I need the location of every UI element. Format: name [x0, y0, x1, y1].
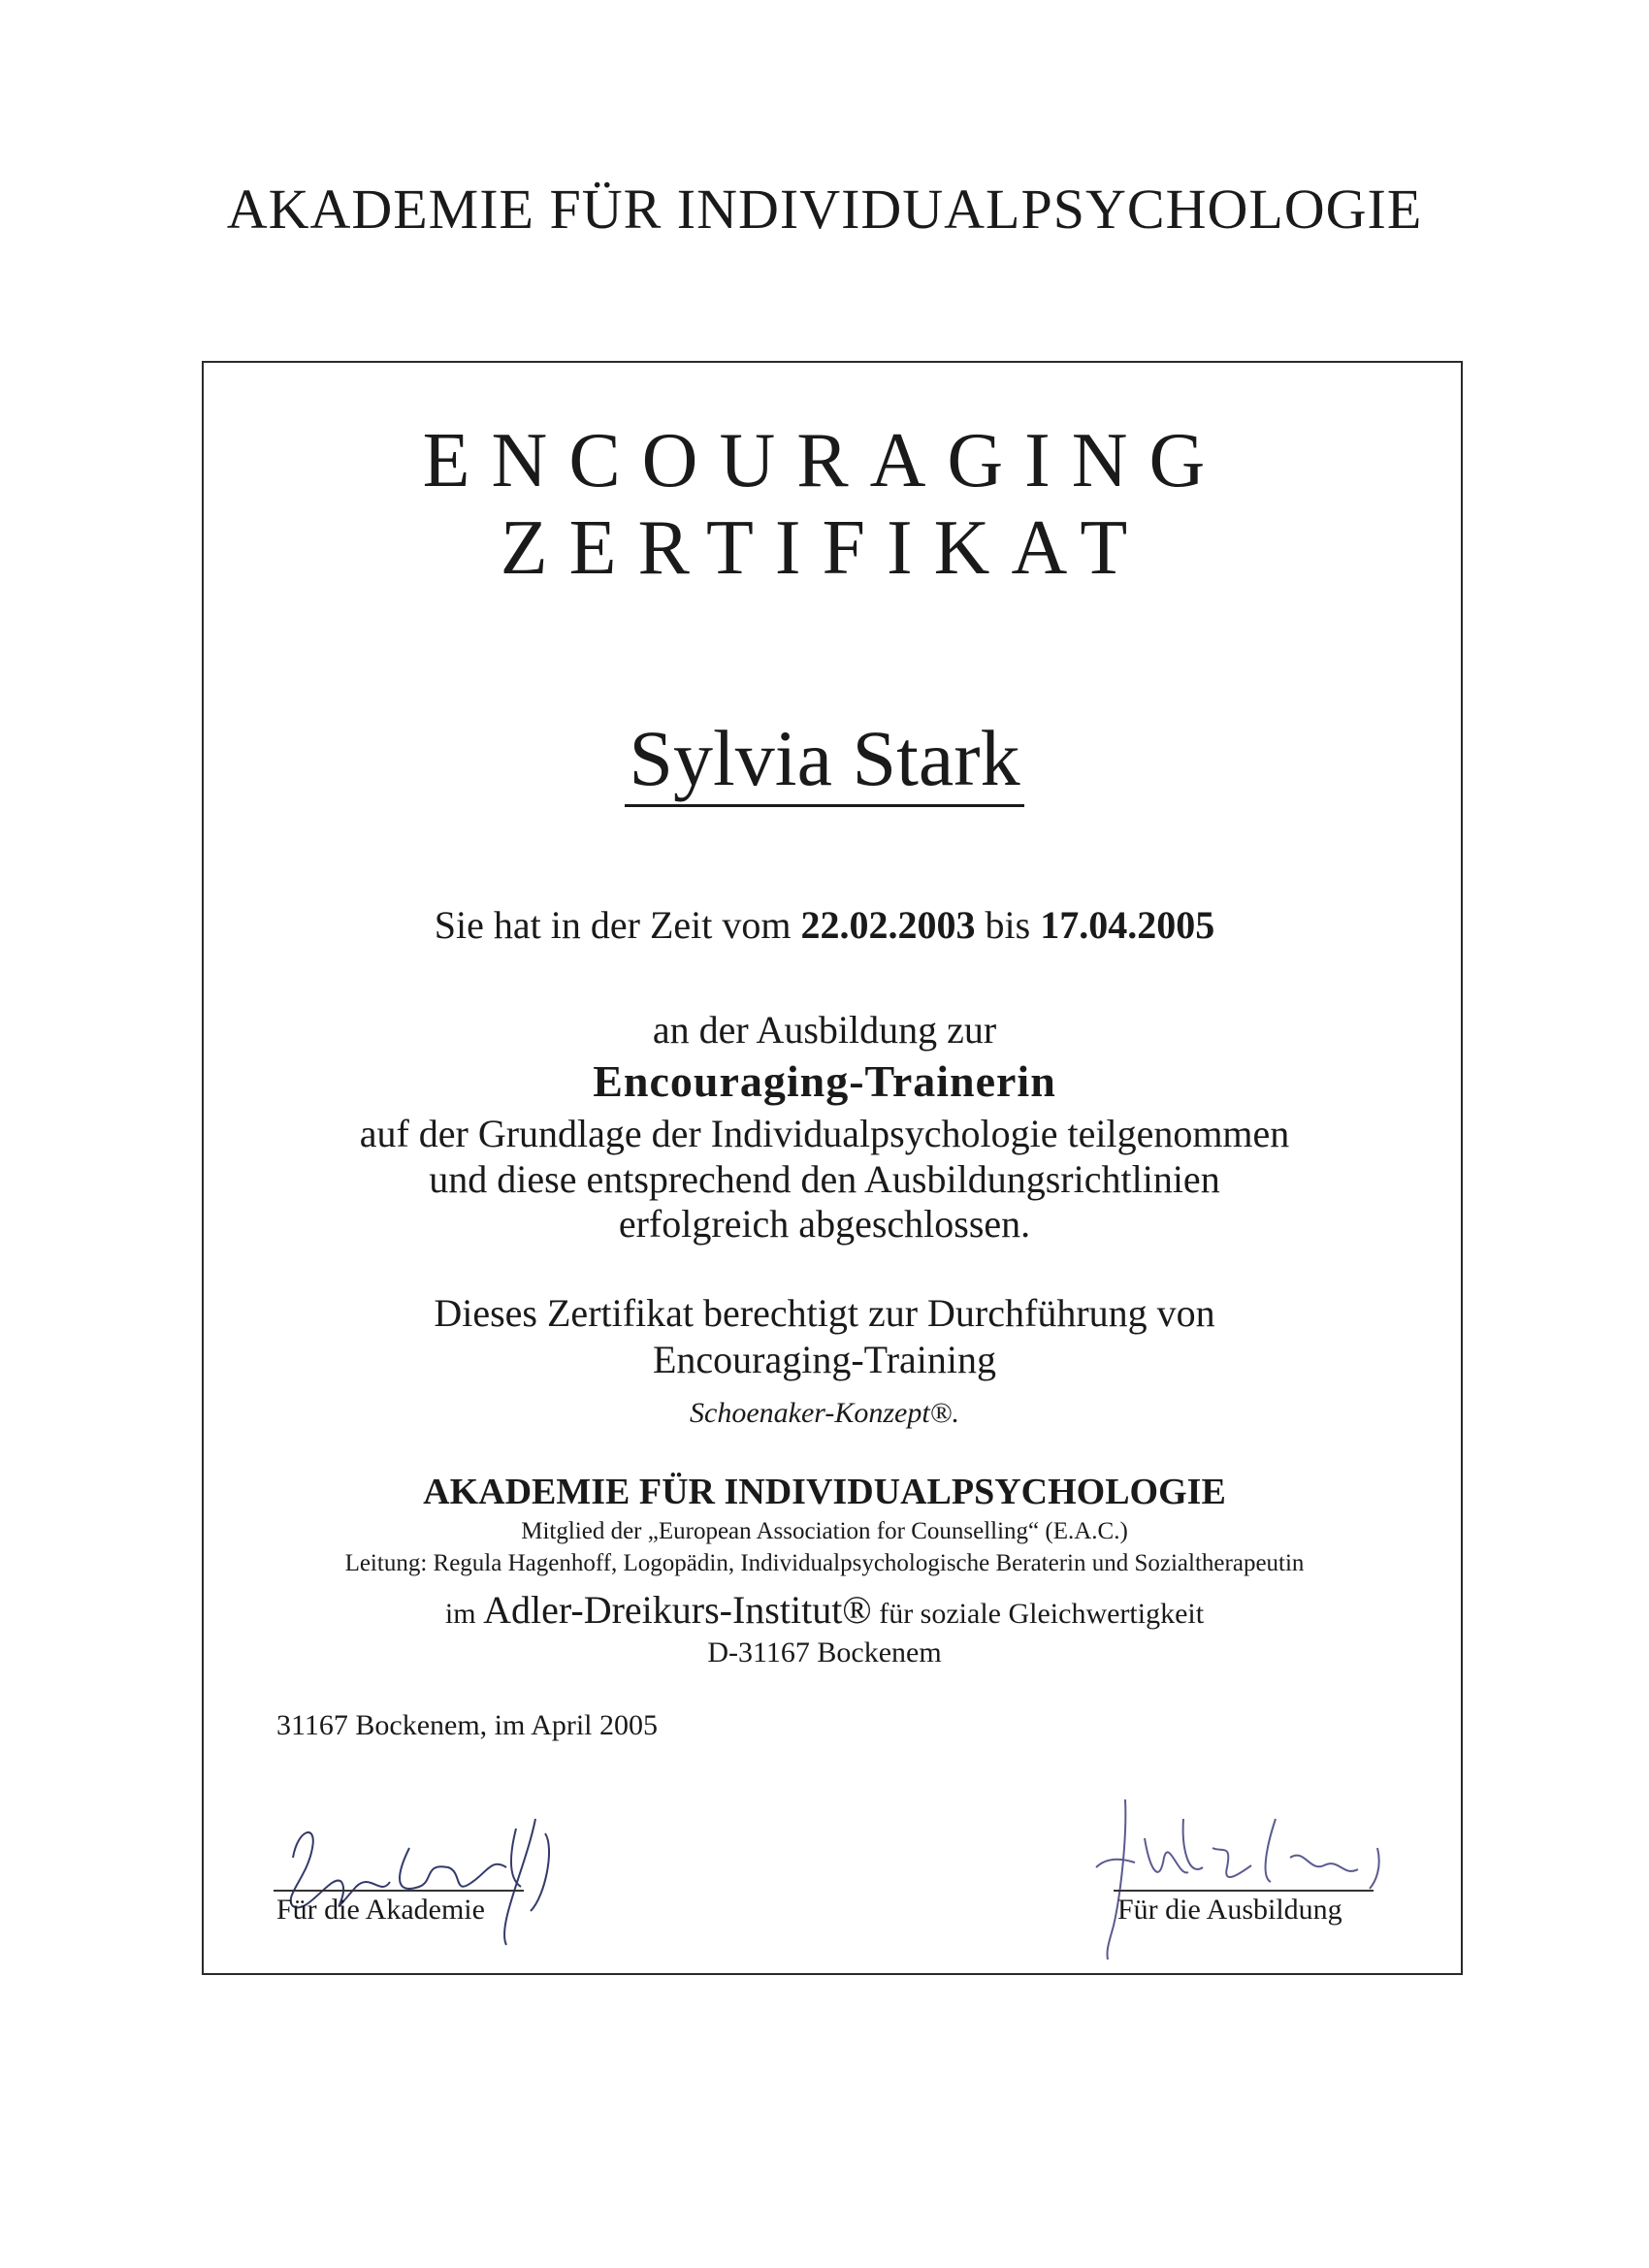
- left-signature-line: [274, 1890, 524, 1892]
- right-signature-label: Für die Ausbildung: [1117, 1894, 1342, 1926]
- postal-address: D-31167 Bockenem: [707, 1636, 942, 1669]
- leitung-note: Leitung: Regula Hagenhoff, Logopädin, Individualpsychologische Beraterin und Sozialtherapeutin: [344, 1550, 1305, 1576]
- body-line-1: an der Ausbildung zur: [652, 1008, 997, 1052]
- date-to: 17.04.2005: [1040, 903, 1215, 947]
- recipient-name: Sylvia Stark: [625, 714, 1023, 807]
- trademark-note: Schoenaker-Konzept®.: [690, 1397, 959, 1429]
- membership-note: Mitglied der „European Association for Counselling“ (E.A.C.): [521, 1518, 1128, 1544]
- institute-name: Adler-Dreikurs-Institut®: [483, 1588, 872, 1632]
- training-period: [0, 902, 1649, 948]
- academy-header: AKADEMIE FÜR INDIVIDUALPSYCHOLOGIE: [226, 178, 1423, 241]
- date-from: 22.02.2003: [800, 903, 976, 947]
- entitlement-line-1: Dieses Zertifikat berechtigt zur Durchführung von: [434, 1291, 1215, 1335]
- left-signature: [264, 1790, 613, 1955]
- body-line-4: erfolgreich abgeschlossen.: [618, 1202, 1031, 1246]
- place-date: 31167 Bockenem, im April 2005: [276, 1709, 659, 1741]
- institute-prefix: im: [444, 1598, 476, 1630]
- certificate-title-line1: ENCOURAGING: [422, 418, 1227, 503]
- right-signature-line: [1114, 1890, 1374, 1892]
- period-mid: bis: [985, 903, 1031, 947]
- period-prefix: Sie hat in der Zeit vom: [434, 903, 792, 947]
- course-title: Encouraging-Trainerin: [593, 1056, 1056, 1106]
- body-line-2: auf der Grundlage der Individualpsychologie teilgenommen: [359, 1112, 1290, 1155]
- left-signature-label: Für die Akademie: [276, 1894, 485, 1926]
- certificate-title-line2: ZERTIFIKAT: [500, 505, 1149, 591]
- institute-suffix: für soziale Gleichwertigkeit: [879, 1598, 1205, 1630]
- right-signature: [1067, 1780, 1416, 1964]
- recipient-name-row: [0, 713, 1649, 804]
- entitlement-line-2: Encouraging-Training: [652, 1338, 997, 1381]
- institute-line: [0, 1587, 1649, 1633]
- body-line-3: und diese entsprechend den Ausbildungsrichtlinien: [429, 1157, 1220, 1201]
- organization-name: AKADEMIE FÜR INDIVIDUALPSYCHOLOGIE: [423, 1472, 1226, 1512]
